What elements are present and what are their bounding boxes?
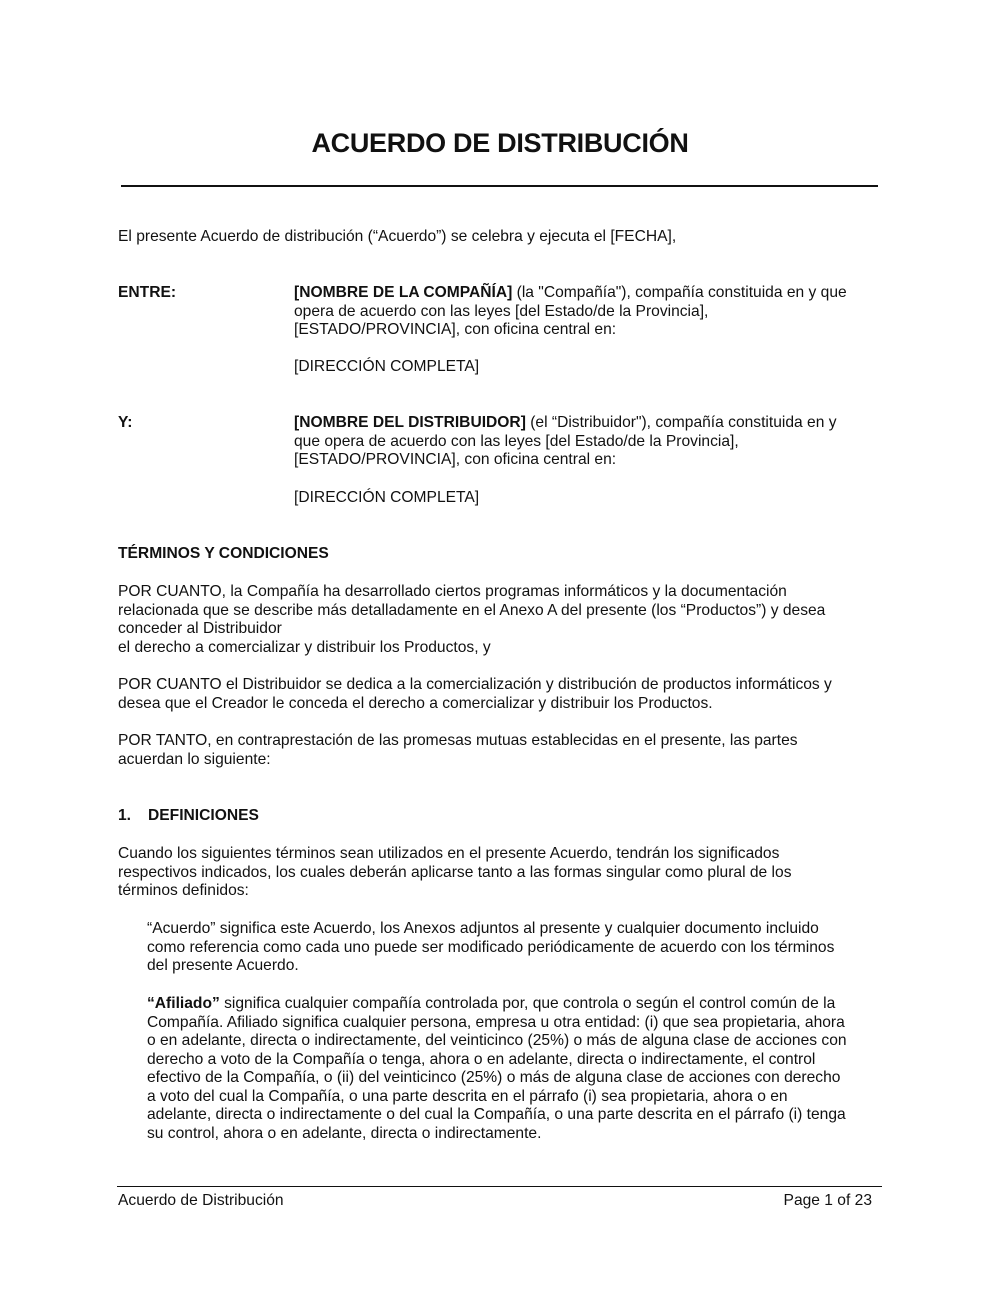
party-label-y: Y: bbox=[118, 414, 133, 431]
section-1-number: 1. bbox=[118, 807, 132, 824]
footer-document-name: Acuerdo de Distribución bbox=[118, 1192, 284, 1209]
recital-1-line-2: relacionada que se describe más detalladamente en el Anexo A del presente (los “Productos”) y desea bbox=[118, 601, 826, 619]
recital-1-line-1: POR CUANTO, la Compañía ha desarrollado ciertos programas informáticos y la documentación bbox=[118, 583, 787, 600]
footer-divider bbox=[117, 1186, 882, 1187]
definition-afiliado-line-3: o en adelante, directa o indirectamente, del veinticinco (25%) o más de alguna clase de acciones con bbox=[147, 1032, 847, 1049]
definition-afiliado-line-2: Compañía. Afiliado significa cualquier persona, empresa u otra entidad: (i) que sea propietaria, ahora bbox=[147, 1013, 845, 1031]
definition-afiliado-line-7: adelante, directa o indirectamente o del cual la Compañía, o una parte descrita en el párrafo (i) tenga bbox=[147, 1106, 846, 1123]
definition-afiliado-line-1: “Afiliado” significa cualquier compañía controlada por, que controla o según el control común de la bbox=[147, 995, 836, 1012]
definition-afiliado-line-6: a voto del cual la Compañía, o una parte descrita en el párrafo (i) sea propietaria, ahora o en bbox=[147, 1087, 788, 1105]
definition-acuerdo-line-1: “Acuerdo” significa este Acuerdo, los Anexos adjuntos al presente y cualquier documento incluido bbox=[147, 920, 819, 937]
recital-1-line-4: el derecho a comercializar y distribuir los Productos, y bbox=[118, 638, 491, 656]
party-label-entre: ENTRE: bbox=[118, 284, 177, 301]
definitions-intro-line-1: Cuando los siguientes términos sean utilizados en el presente Acuerdo, tendrán los significados bbox=[118, 845, 780, 862]
party-1-line-2: opera de acuerdo con las leyes [del Estado/de la Provincia], bbox=[294, 302, 709, 320]
defined-term-afiliado: “Afiliado” bbox=[147, 995, 220, 1012]
intro-paragraph: El presente Acuerdo de distribución (“Acuerdo”) se celebra y ejecuta el [FECHA], bbox=[118, 228, 677, 245]
recital-2-line-1: POR CUANTO el Distribuidor se dedica a la comercialización y distribución de productos informáticos y bbox=[118, 676, 832, 693]
party-2-line-3: [ESTADO/PROVINCIA], con oficina central en: bbox=[294, 451, 617, 468]
terms-heading: TÉRMINOS Y CONDICIONES bbox=[118, 545, 329, 562]
party-1-address: [DIRECCIÓN COMPLETA] bbox=[294, 358, 480, 375]
party-2-address: [DIRECCIÓN COMPLETA] bbox=[294, 489, 480, 506]
company-name-placeholder: [NOMBRE DE LA COMPAÑÍA] bbox=[294, 284, 513, 301]
definition-acuerdo-line-2: como referencia como cada uno puede ser modificado periódicamente de acuerdo con los términos bbox=[147, 938, 835, 956]
party-2-line-1: [NOMBRE DEL DISTRIBUIDOR] (el “Distribuidor"), compañía constituida en y bbox=[294, 414, 837, 431]
document-title: ACUERDO DE DISTRIBUCIÓN bbox=[311, 128, 689, 158]
definitions-intro-line-2: respectivos indicados, los cuales deberán aplicarse tanto a las formas singular como plural de los bbox=[118, 863, 792, 881]
definitions-intro-line-3: términos definidos: bbox=[118, 882, 249, 899]
recital-2-line-2: desea que el Creador le conceda el derecho a comercializar y distribuir los Productos. bbox=[118, 694, 713, 712]
recital-3-line-1: POR TANTO, en contraprestación de las promesas mutuas establecidas en el presente, las partes bbox=[118, 732, 798, 749]
footer-page-number: Page 1 of 23 bbox=[783, 1192, 872, 1209]
party-1-line-1: [NOMBRE DE LA COMPAÑÍA] (la "Compañía"), compañía constituida en y que bbox=[294, 284, 847, 301]
definition-afiliado-line-4: derecho a voto de la Compañía o tenga, ahora o en adelante, directa o indirectamente, el control bbox=[147, 1050, 816, 1068]
party-1-line-3: [ESTADO/PROVINCIA], con oficina central en: bbox=[294, 321, 617, 338]
title-divider bbox=[121, 185, 878, 187]
recital-1-line-3: conceder al Distribuidor bbox=[118, 620, 282, 637]
recital-3-line-2: acuerdan lo siguiente: bbox=[118, 750, 271, 768]
distributor-name-placeholder: [NOMBRE DEL DISTRIBUIDOR] bbox=[294, 414, 526, 431]
definition-afiliado-line-8: su control, ahora o en adelante, directa o indirectamente. bbox=[147, 1124, 542, 1142]
section-1-heading: DEFINICIONES bbox=[148, 807, 259, 824]
definition-acuerdo-line-3: del presente Acuerdo. bbox=[147, 957, 299, 974]
party-2-line-2: que opera de acuerdo con las leyes [del Estado/de la Provincia], bbox=[294, 432, 739, 450]
definition-afiliado-line-5: efectivo de la Compañía, o (ii) del veinticinco (25%) o más de alguna clase de acciones con derecho bbox=[147, 1069, 841, 1086]
